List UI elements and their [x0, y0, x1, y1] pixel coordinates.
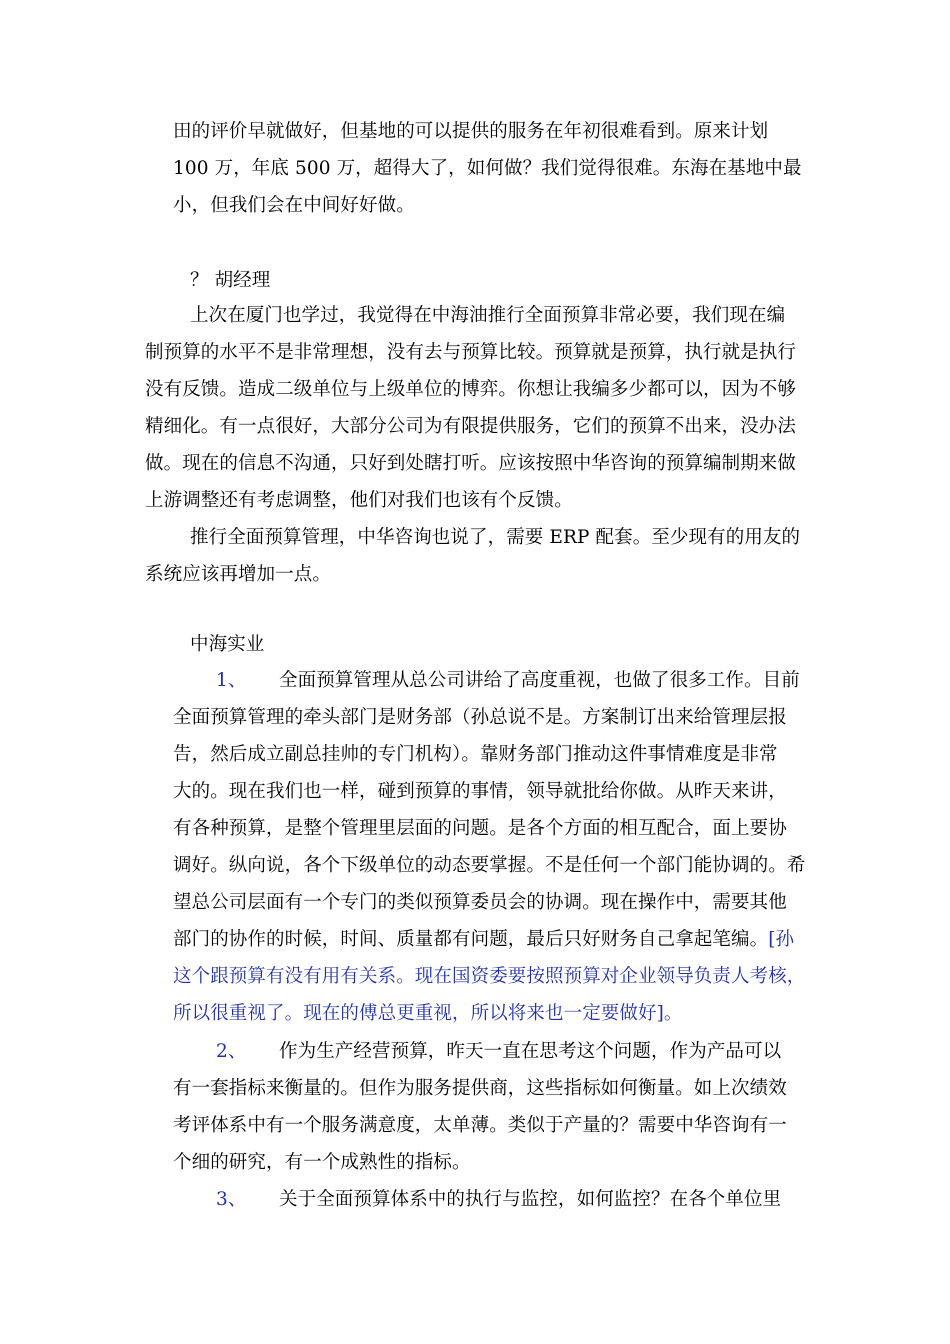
annotation-line: 所以很重视了。现在的傅总更重视，所以将来也一定要做好]。	[173, 1003, 683, 1024]
list-number: 2、	[216, 1041, 247, 1062]
text-line: 有各种预算，是整个管理里层面的问题。是各个方面的相互配合，面上要协	[173, 818, 787, 839]
list-number: 3、	[216, 1189, 247, 1210]
text-line: 推行全面预算管理，中华咨询也说了，需要 ERP 配套。至少现有的用友的	[190, 527, 801, 548]
text-line-mixed	[173, 927, 794, 953]
text-line: 做。现在的信息不沟通，只好到处瞎打听。应该按照中华咨询的预算编制期来做	[145, 453, 797, 474]
text-line: 告，然后成立副总挂帅的专门机构）。靠财务部门推动这件事情难度是非常	[173, 744, 778, 765]
text-line: 100 万，年底 500 万，超得大了，如何做？我们觉得很难。东海在基地中最	[173, 158, 802, 179]
text-line: 作为生产经营预算，昨天一直在思考这个问题，作为产品可以	[279, 1041, 782, 1062]
text-line: 精细化。有一点很好，大部分公司为有限提供服务，它们的预算不出来，没办法	[145, 416, 797, 437]
text-line: 调好。纵向说，各个下级单位的动态要掌握。不是任何一个部门能协调的。希	[173, 855, 806, 876]
text-line: 全面预算管理从总公司讲给了高度重视，也做了很多工作。目前	[279, 670, 800, 691]
text-line: 上次在厦门也学过，我觉得在中海油推行全面预算非常必要，我们现在编	[190, 305, 786, 326]
text-line: 个细的研究，有一个成熟性的指标。	[173, 1152, 471, 1173]
section-heading: ？ 胡经理	[190, 270, 271, 291]
text-line: 小，但我们会在中间好好做。	[173, 195, 415, 216]
text-segment: 部门的协作的时候，时间、质量都有问题，最后只好财务自己拿起笔编。	[173, 929, 769, 950]
text-line: 系统应该再增加一点。	[145, 564, 332, 585]
text-line: 大的。现在我们也一样，碰到预算的事情，领导就批给你做。从昨天来讲，	[173, 781, 787, 802]
annotation-segment: [孙	[768, 929, 795, 950]
list-number: 1、	[216, 670, 247, 691]
text-line: 上游调整还有考虑调整，他们对我们也该有个反馈。	[145, 490, 573, 511]
text-line: 全面预算管理的牵头部门是财务部（孙总说不是。方案制订出来给管理层报	[173, 707, 787, 728]
text-line: 田的评价早就做好，但基地的可以提供的服务在年初很难看到。原来计划	[173, 121, 769, 142]
text-line: 望总公司层面有一个专门的类似预算委员会的协调。现在操作中，需要其他	[173, 892, 787, 913]
text-line: 制预算的水平不是非常理想，没有去与预算比较。预算就是预算，执行就是执行	[145, 342, 797, 363]
text-line: 关于全面预算体系中的执行与监控，如何监控？在各个单位里	[279, 1189, 782, 1210]
annotation-line: 这个跟预算有没有用有关系。现在国资委要按照预算对企业领导负责人考核，	[173, 966, 806, 987]
text-line: 考评体系中有一个服务满意度，太单薄。类似于产量的？需要中华咨询有一	[173, 1115, 787, 1136]
section-heading: 中海实业	[190, 634, 265, 655]
text-line: 有一套指标来衡量的。但作为服务提供商，这些指标如何衡量。如上次绩效	[173, 1078, 787, 1099]
text-line: 没有反馈。造成二级单位与上级单位的博弈。你想让我编多少都可以，因为不够	[145, 379, 797, 400]
